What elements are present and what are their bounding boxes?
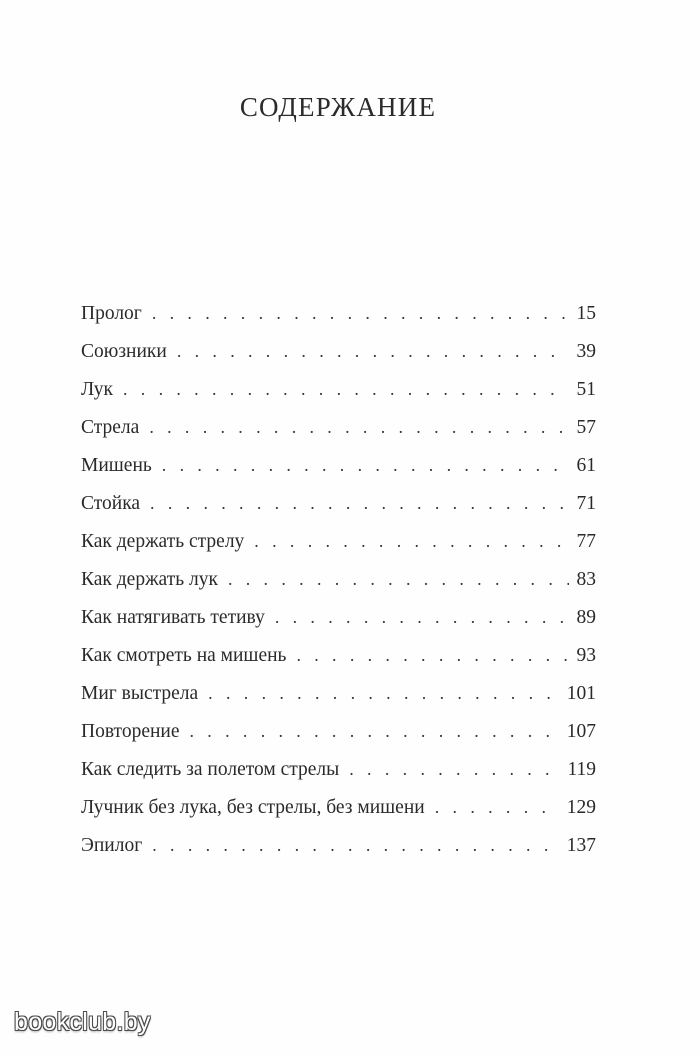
toc-entry-page: 101 [566, 683, 596, 704]
toc-entry-page: 137 [566, 835, 596, 856]
toc-entry-title: Стойка [81, 493, 141, 514]
toc-entry-title: Как натягивать тетиву [81, 607, 265, 628]
toc-entry [81, 560, 596, 598]
toc-entry-page: 51 [576, 379, 596, 400]
toc-entry [81, 370, 596, 408]
toc-entry-title: Стрела [81, 417, 140, 438]
toc-entry-page: 129 [566, 797, 596, 818]
toc-dot-leader [162, 446, 569, 484]
toc-entry [81, 826, 596, 864]
page-title: СОДЕРЖАНИЕ [239, 92, 437, 122]
toc-entry [81, 598, 596, 636]
toc-entry [81, 750, 596, 788]
toc-entry-title: Как держать стрелу [81, 531, 245, 552]
toc-entry-page: 77 [576, 531, 596, 552]
toc-dot-leader [152, 826, 559, 864]
toc-entry [81, 788, 596, 826]
toc-dot-leader [123, 370, 569, 408]
toc-entry-page: 39 [576, 341, 596, 362]
toc-dot-leader [228, 560, 569, 598]
toc-dot-leader [254, 522, 568, 560]
toc-entry-page: 93 [576, 645, 596, 666]
toc-entry [81, 712, 596, 750]
toc-dot-leader [149, 408, 568, 446]
toc-dot-leader [208, 674, 559, 712]
toc-dot-leader [296, 636, 568, 674]
toc-entry [81, 636, 596, 674]
toc-entry-title: Лучник без лука, без стрелы, без мишени [81, 797, 425, 818]
toc-entry [81, 408, 596, 446]
toc-entry-page: 107 [566, 721, 596, 742]
toc-entry-title: Мишень [81, 455, 152, 476]
toc-entry [81, 522, 596, 560]
toc-entry-page: 71 [576, 493, 596, 514]
toc-entry [81, 674, 596, 712]
toc-dot-leader [435, 788, 559, 826]
toc-entry-page: 61 [576, 455, 596, 476]
site-watermark: bookclub.by [14, 1008, 151, 1036]
toc-entry-title: Миг выстрела [81, 683, 199, 704]
toc-dot-leader [152, 294, 569, 332]
toc-entry-page: 57 [576, 417, 596, 438]
toc-entry-page: 15 [576, 303, 596, 324]
toc-entry-page: 89 [576, 607, 596, 628]
table-of-contents [81, 294, 596, 864]
toc-entry-page: 119 [567, 759, 596, 780]
toc-entry-title: Пролог [81, 303, 142, 324]
toc-dot-leader [190, 712, 559, 750]
toc-entry-title: Как следить за полетом стрелы [81, 759, 340, 780]
toc-entry [81, 294, 596, 332]
toc-entry-page: 83 [576, 569, 596, 590]
toc-entry [81, 332, 596, 370]
toc-entry-title: Как смотреть на мишень [81, 645, 287, 666]
toc-entry-title: Повторение [81, 721, 180, 742]
toc-entry-title: Как держать лук [81, 569, 218, 590]
toc-dot-leader [349, 750, 559, 788]
toc-entry-title: Эпилог [81, 835, 143, 856]
toc-entry [81, 484, 596, 522]
toc-entry-title: Союзники [81, 341, 167, 362]
toc-entry-title: Лук [81, 379, 113, 400]
toc-entry [81, 446, 596, 484]
toc-dot-leader [177, 332, 569, 370]
toc-dot-leader [275, 598, 569, 636]
toc-dot-leader [150, 484, 568, 522]
